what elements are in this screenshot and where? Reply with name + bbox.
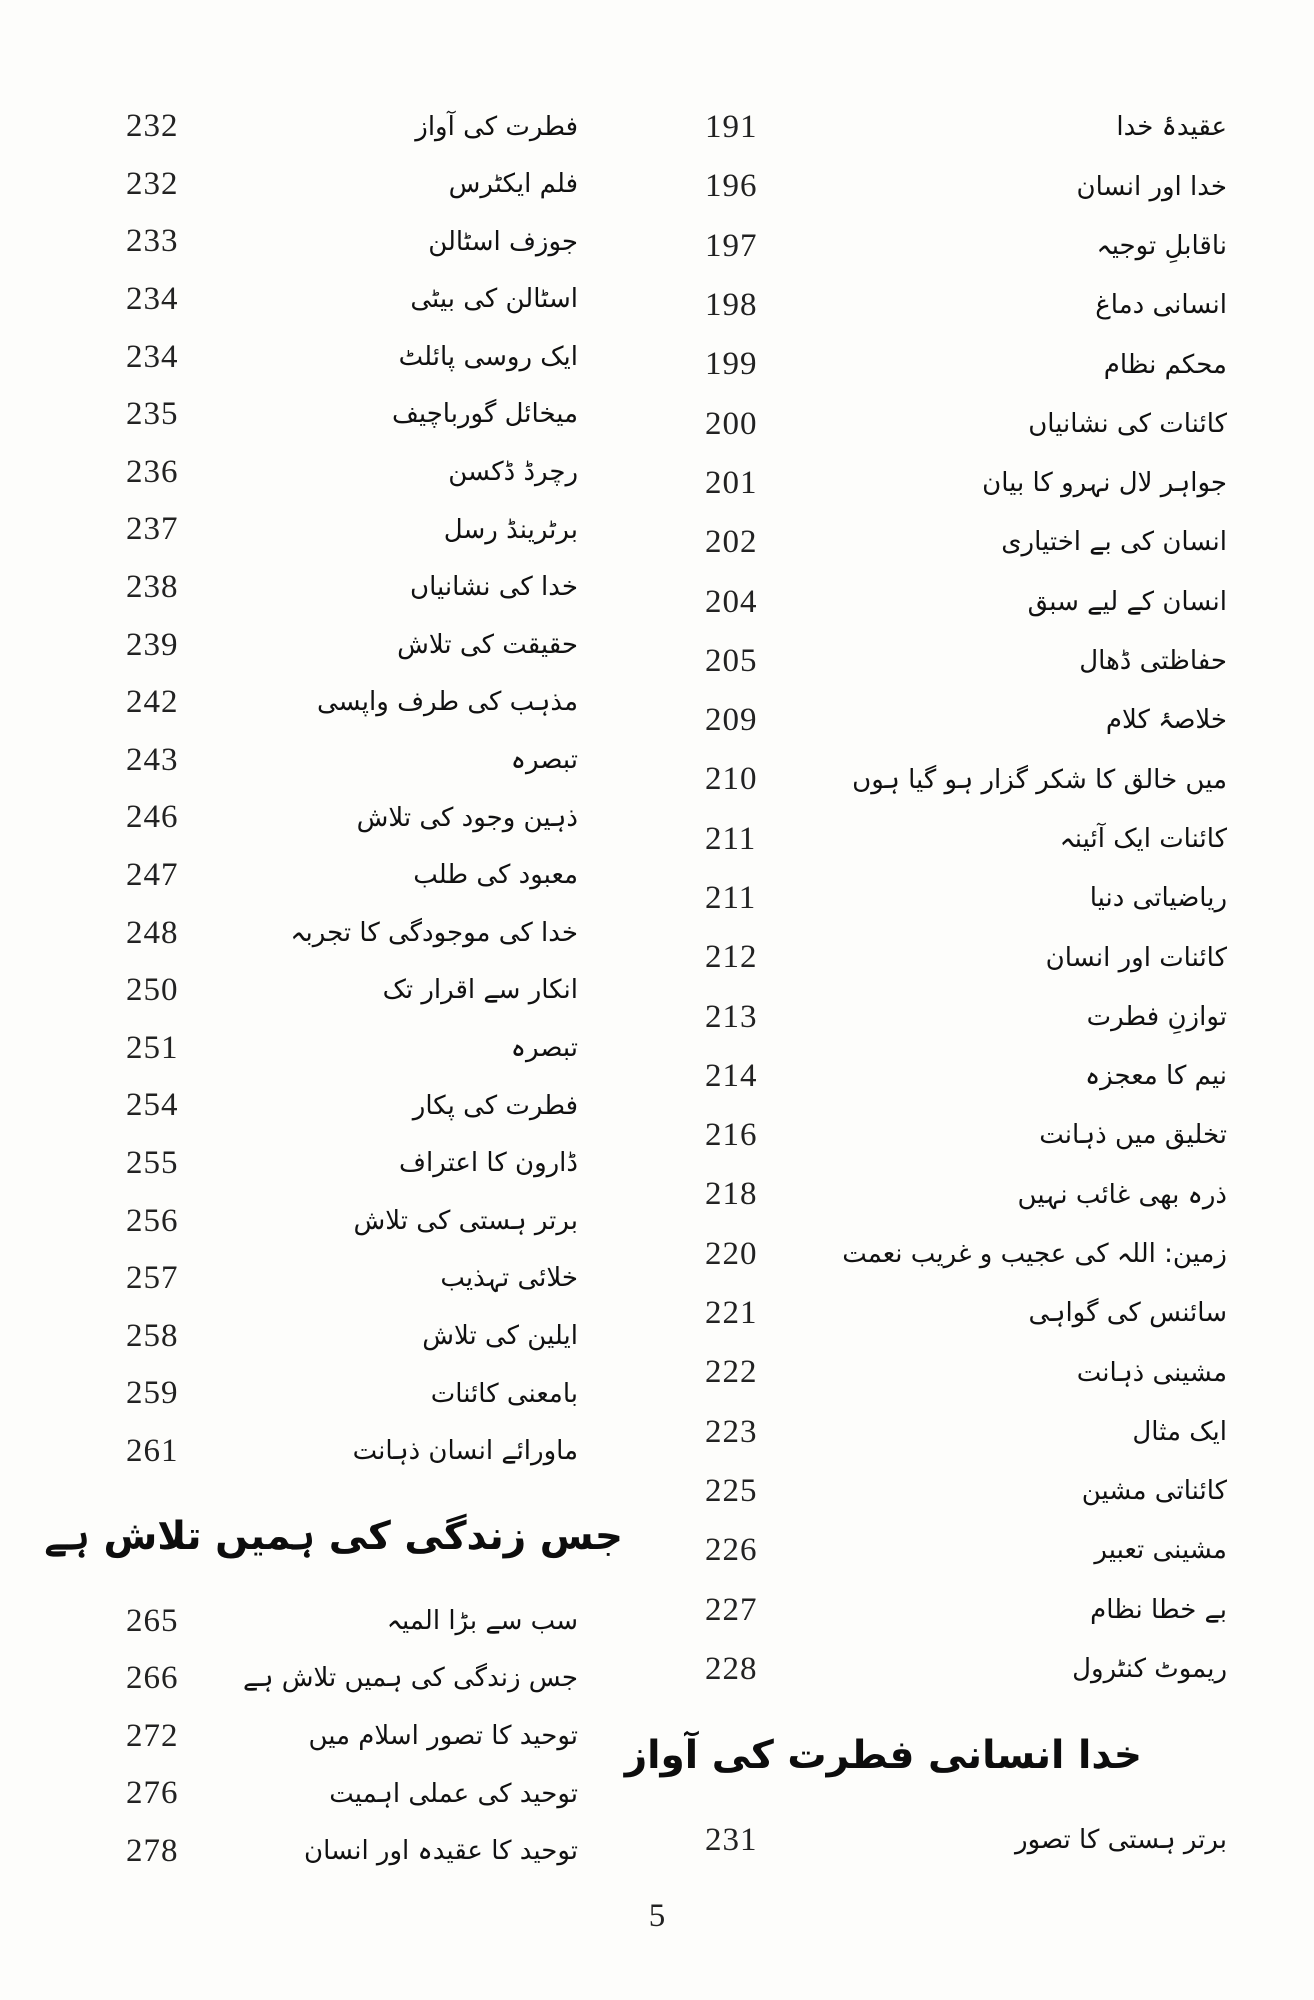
toc-entry <box>705 217 1227 276</box>
toc-entry <box>705 1462 1227 1521</box>
toc-entry-page-number: 214 <box>705 1057 758 1094</box>
toc-entry <box>705 1811 1227 1870</box>
toc-entry-page-number: 250 <box>126 972 179 1009</box>
toc-column-right <box>624 98 1227 1870</box>
toc-entry-title: فلم ایکٹرس <box>448 169 578 200</box>
toc-entry <box>705 1165 1227 1224</box>
toc-entry <box>705 1047 1227 1106</box>
toc-entry-title: ایک روسی پائلٹ <box>398 341 578 372</box>
toc-entry <box>126 501 578 559</box>
toc-entry-title: سب سے بڑا المیہ <box>386 1605 578 1636</box>
toc-entry <box>705 98 1227 157</box>
toc-entry-page-number: 248 <box>126 914 179 951</box>
toc-entry <box>126 1423 578 1481</box>
toc-entry-page-number: 232 <box>126 165 179 202</box>
toc-entry-page-number: 226 <box>705 1532 758 1569</box>
toc-entry-title: خدا کی موجودگی کا تجربہ <box>290 917 578 948</box>
toc-entry-page-number: 256 <box>126 1202 179 1239</box>
toc-entry-title: ریموٹ کنٹرول <box>1072 1654 1227 1685</box>
toc-entry <box>126 1135 578 1193</box>
toc-entry-title: توحید کا عقیدہ اور انسان <box>304 1836 578 1867</box>
toc-entry-page-number: 227 <box>705 1591 758 1628</box>
toc-entry-page-number: 199 <box>705 346 758 383</box>
toc-entry <box>126 616 578 674</box>
toc-entry-title: ڈارون کا اعتراف <box>399 1148 578 1179</box>
toc-entry-page-number: 234 <box>126 338 179 375</box>
toc-entry-page-number: 278 <box>126 1832 179 1869</box>
toc-entry-title: انسانی دماغ <box>1095 290 1227 321</box>
toc-entry-page-number: 235 <box>126 396 179 433</box>
toc-entry <box>126 789 578 847</box>
toc-entry-title: معبود کی طلب <box>413 860 578 891</box>
toc-entry-title: تبصرہ <box>510 745 578 776</box>
toc-entry-title: ناقابلِ توجیہ <box>1096 230 1227 261</box>
toc-entry-page-number: 242 <box>126 684 179 721</box>
toc-entry-title: فطرت کی آواز <box>415 111 578 142</box>
toc-entry-page-number: 272 <box>126 1717 179 1754</box>
section-heading-text: جس زندگی کی ہمیں تلاش ہے <box>44 1513 623 1559</box>
toc-entry <box>705 810 1227 869</box>
toc-entry-title: انکار سے اقرار تک <box>382 975 578 1006</box>
toc-entry-title: بے خطا نظام <box>1090 1594 1227 1625</box>
toc-entry-title: ذرہ بھی غائب نہیں <box>1017 1179 1227 1210</box>
toc-entry-page-number: 191 <box>705 109 758 146</box>
toc-entry-page-number: 246 <box>126 799 179 836</box>
toc-entry-title: خدا اور انسان <box>1076 171 1227 202</box>
toc-entry <box>705 1106 1227 1165</box>
toc-entry-title: ریاضیاتی دنیا <box>1089 883 1227 914</box>
toc-entry <box>705 928 1227 987</box>
toc-entry <box>705 1521 1227 1580</box>
toc-entry-title: فطرت کی پکار <box>412 1090 578 1121</box>
toc-entry-title: نیم کا معجزہ <box>1084 1061 1227 1092</box>
toc-entry-title: سائنس کی گواہی <box>1028 1298 1227 1329</box>
toc-entry-title: مشینی ذہانت <box>1076 1357 1227 1388</box>
toc-entry-title: کائناتی مشین <box>1081 1476 1227 1507</box>
toc-entry <box>705 1343 1227 1402</box>
toc-entry-page-number: 216 <box>705 1117 758 1154</box>
toc-entry <box>126 1077 578 1135</box>
toc-entry <box>126 1823 578 1881</box>
toc-entry-title: اسٹالن کی بیٹی <box>410 284 578 315</box>
toc-entry-page-number: 251 <box>126 1029 179 1066</box>
toc-entry-page-number: 231 <box>705 1822 758 1859</box>
toc-entry-title: تبصرہ <box>510 1033 578 1063</box>
toc-entry <box>126 213 578 271</box>
section-heading-text: خدا انسانی فطرت کی آواز <box>624 1732 1142 1778</box>
toc-entry-page-number: 255 <box>126 1144 179 1181</box>
toc-entry-title: انسان کے لیے سبق <box>1027 586 1227 617</box>
toc-entry-page-number: 210 <box>705 761 758 798</box>
toc-entry <box>126 1765 578 1823</box>
toc-entry <box>705 1640 1227 1699</box>
toc-entry <box>705 1225 1227 1284</box>
toc-entry-title: توحید کا تصور اسلام میں <box>308 1720 578 1751</box>
toc-entry <box>126 1650 578 1708</box>
toc-entry-page-number: 259 <box>126 1375 179 1412</box>
toc-entry-page-number: 197 <box>705 227 758 264</box>
toc-entry-page-number: 243 <box>126 741 179 778</box>
toc-entry <box>705 276 1227 335</box>
toc-entry <box>126 386 578 444</box>
toc-entry-title: کائنات ایک آئینہ <box>1059 823 1227 854</box>
toc-entry-page-number: 212 <box>705 939 758 976</box>
toc-entry <box>126 328 578 386</box>
toc-entry-page-number: 233 <box>126 223 179 260</box>
toc-entry <box>126 904 578 962</box>
toc-entry-page-number: 266 <box>126 1660 179 1697</box>
toc-entry-title: میخائل گورباچیف <box>391 399 578 430</box>
toc-entry-title: جواہر لال نہرو کا بیان <box>982 468 1227 499</box>
toc-entry-title: مذہب کی طرف واپسی <box>316 687 578 718</box>
toc-entry <box>126 1020 578 1078</box>
toc-entry-title: حفاظتی ڈھال <box>1079 646 1227 677</box>
toc-column-left <box>44 98 623 1880</box>
toc-entry-title: ایک مثال <box>1132 1416 1227 1447</box>
toc-entry-page-number: 247 <box>126 857 179 894</box>
toc-entry <box>126 1365 578 1423</box>
toc-entry-title: ایلین کی تلاش <box>422 1320 578 1351</box>
toc-entry <box>705 1580 1227 1639</box>
toc-entry <box>705 750 1227 809</box>
toc-entry <box>705 691 1227 750</box>
toc-entry-page-number: 257 <box>126 1260 179 1297</box>
toc-entry-title: خلاصۂ کلام <box>1105 705 1227 736</box>
toc-entry-page-number: 220 <box>705 1235 758 1272</box>
toc-entry-title: محکم نظام <box>1103 349 1227 380</box>
toc-entry <box>705 572 1227 631</box>
toc-entry-title: تخلیق میں ذہانت <box>1039 1120 1227 1151</box>
toc-entry-page-number: 276 <box>126 1775 179 1812</box>
toc-entry-title: عقیدۂ خدا <box>1116 112 1227 143</box>
toc-entry <box>705 454 1227 513</box>
toc-entry <box>705 157 1227 216</box>
toc-entry-page-number: 236 <box>126 453 179 490</box>
toc-entry-title: ذہین وجود کی تلاش <box>356 802 578 833</box>
toc-entry-page-number: 258 <box>126 1317 179 1354</box>
toc-entry-title: جوزف اسٹالن <box>428 226 578 257</box>
toc-entry-page-number: 218 <box>705 1176 758 1213</box>
toc-entry-title: رچرڈ ڈکسن <box>448 457 578 488</box>
toc-entry <box>126 156 578 214</box>
toc-entry-page-number: 205 <box>705 642 758 679</box>
toc-entry-page-number: 198 <box>705 287 758 324</box>
toc-entry-title: خدا کی نشانیاں <box>410 572 578 603</box>
toc-entry <box>705 1284 1227 1343</box>
toc-entry <box>126 271 578 329</box>
toc-entry-page-number: 202 <box>705 524 758 561</box>
toc-entry-title: برٹرینڈ رسل <box>443 514 578 545</box>
toc-entry-page-number: 228 <box>705 1650 758 1687</box>
toc-entry-page-number: 237 <box>126 511 179 548</box>
toc-entry-title: جس زندگی کی ہمیں تلاش ہے <box>243 1663 578 1694</box>
toc-entry-page-number: 211 <box>705 820 757 857</box>
toc-entry-title: توازنِ فطرت <box>1086 1001 1227 1032</box>
toc-entry-page-number: 209 <box>705 702 758 739</box>
toc-entry <box>705 1403 1227 1462</box>
toc-entry-page-number: 239 <box>126 626 179 663</box>
toc-entry-page-number: 201 <box>705 464 758 501</box>
toc-entry-title: میں خالق کا شکر گزار ہو گیا ہوں <box>852 764 1227 795</box>
toc-entry-page-number: 200 <box>705 405 758 442</box>
toc-entry <box>126 1250 578 1308</box>
toc-entry-title: مشینی تعبیر <box>1094 1535 1227 1566</box>
toc-entry-page-number: 222 <box>705 1354 758 1391</box>
toc-entry-title: حقیقت کی تلاش <box>397 629 578 660</box>
page-number: 5 <box>648 1898 666 1934</box>
toc-entry-page-number: 254 <box>126 1087 179 1124</box>
toc-entry-title: زمین: اللہ کی عجیب و غریب نعمت <box>842 1238 1227 1269</box>
toc-entry-page-number: 232 <box>126 108 179 145</box>
toc-entry-page-number: 196 <box>705 168 758 205</box>
toc-entry <box>126 847 578 905</box>
toc-entry-title: برتر ہستی کا تصور <box>1015 1825 1227 1856</box>
toc-entry <box>126 1707 578 1765</box>
toc-entry <box>705 513 1227 572</box>
toc-entry-title: کائنات کی نشانیاں <box>1028 408 1227 439</box>
toc-entry <box>126 559 578 617</box>
toc-entry <box>126 1192 578 1250</box>
toc-entry-page-number: 211 <box>705 880 757 916</box>
section-heading <box>624 1699 1227 1811</box>
toc-entry <box>705 987 1227 1046</box>
toc-entry <box>126 732 578 790</box>
toc-entry-title: خلائی تہذیب <box>440 1263 578 1294</box>
toc-entry-page-number: 261 <box>126 1432 179 1469</box>
toc-entry <box>705 335 1227 394</box>
toc-entry-page-number: 238 <box>126 569 179 606</box>
toc-entry <box>705 394 1227 453</box>
toc-entry-page-number: 265 <box>126 1602 179 1639</box>
toc-entry-title: ماورائے انسان ذہانت <box>352 1436 578 1467</box>
section-heading <box>44 1480 623 1592</box>
toc-entry <box>705 632 1227 691</box>
toc-entry-page-number: 221 <box>705 1295 758 1332</box>
toc-entry-page-number: 234 <box>126 281 179 318</box>
toc-entry <box>126 98 578 156</box>
toc-entry-title: بامعنی کائنات <box>430 1378 578 1409</box>
toc-entry <box>126 674 578 732</box>
toc-entry <box>126 444 578 502</box>
toc-entry-title: توحید کی عملی اہمیت <box>329 1778 578 1809</box>
toc-entry-page-number: 225 <box>705 1472 758 1509</box>
toc-entry-title: کائنات اور انسان <box>1045 942 1227 973</box>
toc-entry <box>126 1592 578 1650</box>
toc-entry <box>705 869 1227 928</box>
toc-entry-page-number: 213 <box>705 998 758 1035</box>
toc-entry <box>126 962 578 1020</box>
toc-entry-page-number: 223 <box>705 1413 758 1450</box>
toc-entry-title: برتر ہستی کی تلاش <box>353 1205 578 1236</box>
toc-entry-page-number: 204 <box>705 583 758 620</box>
toc-entry-title: انسان کی بے اختیاری <box>1001 527 1227 558</box>
toc-entry <box>126 1307 578 1365</box>
